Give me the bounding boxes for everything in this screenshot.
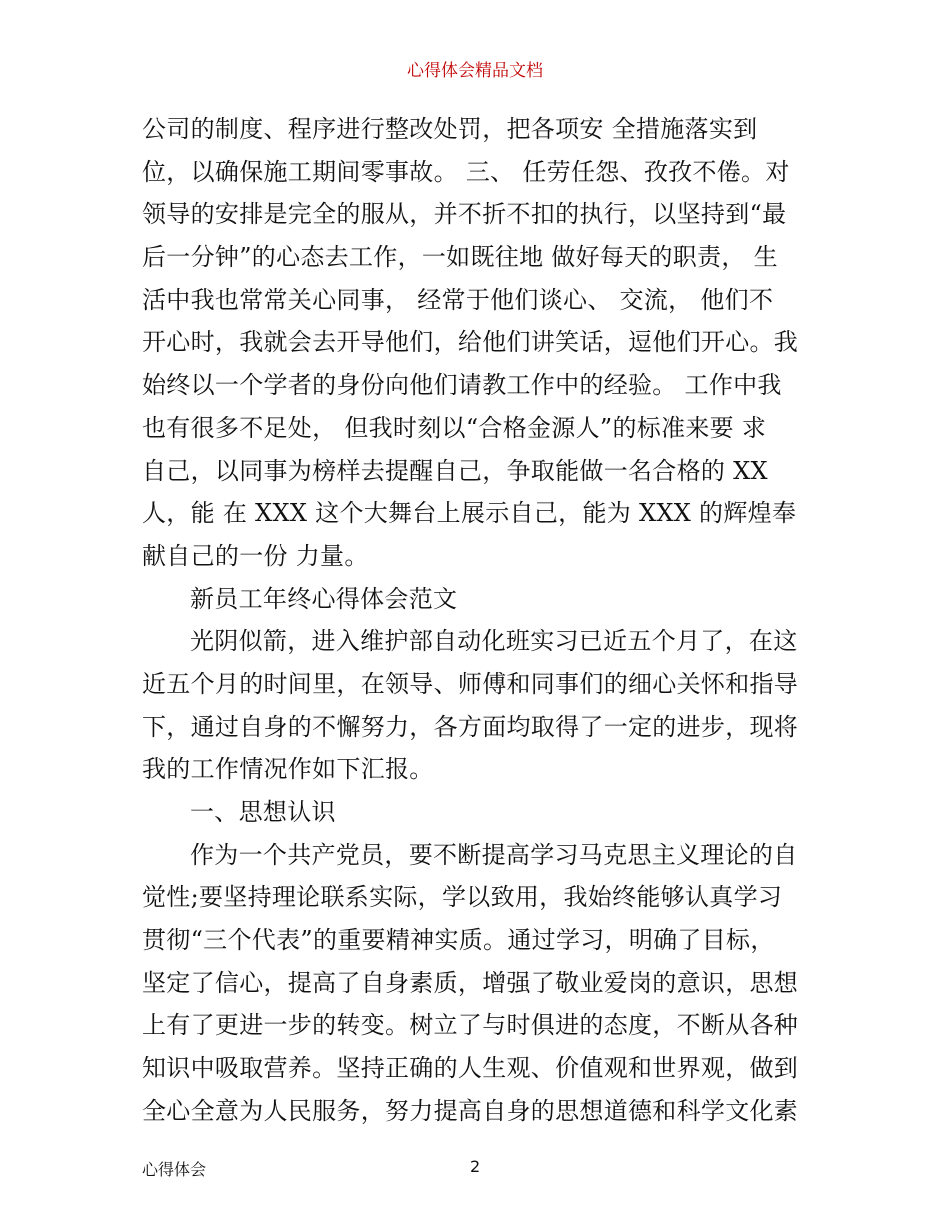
page-header-title: 心得体会精品文档 (407, 61, 543, 81)
text-line: 也有很多不足处， 但我时刻以“合格金源人”的标准来要 求 (142, 413, 767, 442)
text-line: 开心时，我就会去开导他们，给他们讲笑话，逗他们开心。我 (142, 328, 799, 357)
page-number: 2 (470, 1157, 481, 1176)
text-line: 全心全意为人民服务，努力提高自身的思想道德和科学文化素 (142, 1096, 799, 1125)
text-line: 献自己的一份 力量。 (142, 541, 369, 570)
text-line: 自己，以同事为榜样去提醒自己，争取能做一名合格的 XX (142, 456, 768, 485)
text-line: 贯彻“三个代表”的重要精神实质。通过学习，明确了目标， (142, 926, 775, 955)
text-line: 下，通过自身的不懈努力，各方面均取得了一定的进步，现将 (142, 712, 799, 741)
text-line: 光阴似箭，进入维护部自动化班实习已近五个月了，在这 (190, 627, 798, 656)
text-line: 知识中吸取营养。坚持正确的人生观、价值观和世界观，做到 (142, 1054, 799, 1083)
footer-label: 心得体会 (142, 1160, 207, 1179)
text-line: 活中我也常常关心同事， 经常于他们谈心、 交流， 他们不 (142, 285, 774, 314)
text-line: 坚定了信心，提高了自身素质，增强了敬业爱岗的意识，思想 (142, 968, 799, 997)
text-line: 位，以确保施工期间零事故。 三、 任劳任怨、孜孜不倦。对 (142, 157, 790, 186)
text-line: 公司的制度、程序进行整改处罚，把各项安 全措施落实到 (142, 115, 758, 143)
text-line: 近五个月的时间里，在领导、师傅和同事们的细心关怀和指导 (142, 669, 799, 698)
section-heading: 新员工年终心得体会范文 (190, 584, 458, 613)
text-line: 领导的安排是完全的服从，并不折不扣的执行，以坚持到“最 (142, 200, 787, 229)
text-line: 始终以一个学者的身份向他们请教工作中的经验。 工作中我 (142, 371, 782, 400)
text-line: 觉性;要坚持理论联系实际，学以致用，我始终能够认真学习 (142, 883, 783, 912)
text-line: 作为一个共产党员，要不断提高学习马克思主义理论的自 (190, 840, 798, 869)
text-line: 上有了更进一步的转变。树立了与时俱进的态度，不断从各种 (142, 1011, 799, 1040)
document-body (142, 108, 822, 1133)
text-line: 后一分钟”的心态去工作，一如既往地 做好每天的职责， 生 (142, 243, 778, 272)
text-line: 我的工作情况作如下汇报。 (142, 755, 434, 784)
section-heading: 一、思想认识 (190, 798, 336, 826)
text-line: 人，能 在 XXX 这个大舞台上展示自己，能为 XXX 的辉煌奉 (142, 499, 797, 528)
